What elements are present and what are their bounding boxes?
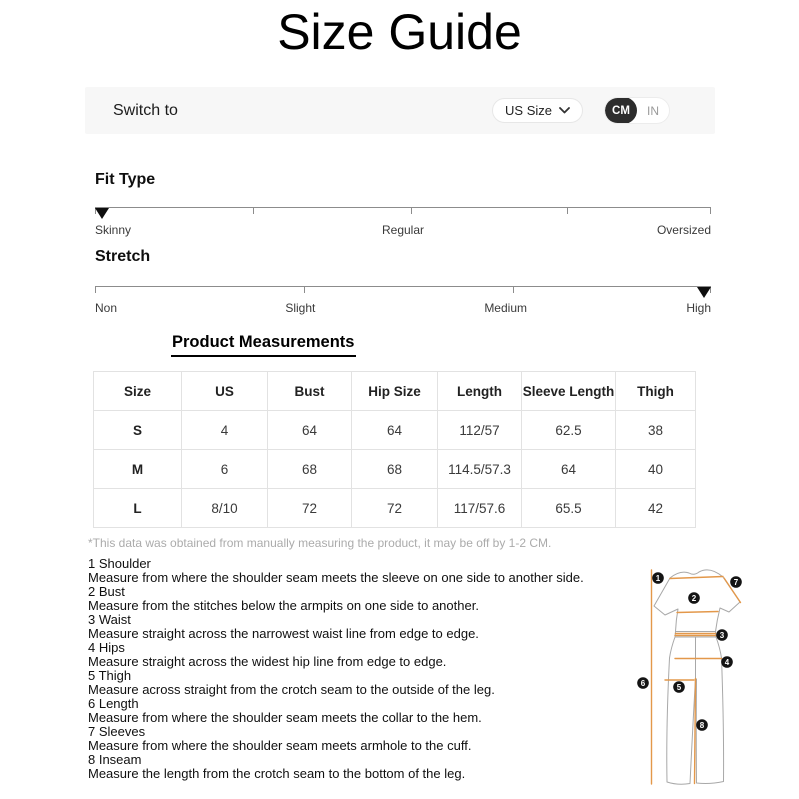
measurement-guide-list [88, 557, 633, 781]
table-cell: 72 [268, 489, 352, 528]
inseam-measure-line [695, 679, 696, 784]
table-cell: 42 [616, 489, 696, 528]
guide-item-name: 3 Waist [88, 612, 131, 627]
stretch-tick [304, 286, 305, 293]
guide-item-description: Measure from where the shoulder seam meets the collar to the hem. [88, 710, 482, 725]
stretch-heading: Stretch [95, 248, 151, 265]
svg-text:7: 7 [733, 577, 739, 587]
svg-text:6: 6 [640, 678, 646, 688]
switch-bar-controls [492, 97, 670, 124]
column-header: Sleeve Length [522, 372, 616, 411]
guide-item-description: Measure across straight from the crotch seam to the outside of the leg. [88, 682, 495, 697]
diagram-marker-7 [730, 576, 742, 588]
size-standard-value: US Size [505, 103, 552, 118]
column-header: Size [94, 372, 182, 411]
size-table [93, 371, 696, 528]
guide-item-name: 2 Bust [88, 584, 125, 599]
column-header: Length [438, 372, 522, 411]
table-cell: 62.5 [522, 411, 616, 450]
table-cell: 117/57.6 [438, 489, 522, 528]
stretch-label-high: High [686, 301, 711, 315]
stretch-line [95, 286, 711, 287]
size-standard-dropdown[interactable] [492, 98, 583, 123]
guide-item-description: Measure straight across the narrowest waist line from edge to edge. [88, 626, 479, 641]
table-cell: 6 [182, 450, 268, 489]
fit-type-slider [95, 207, 711, 221]
guide-item-name: 6 Length [88, 696, 139, 711]
guide-item-name: 8 Inseam [88, 752, 142, 767]
table-cell: 114.5/57.3 [438, 450, 522, 489]
table-row [94, 450, 696, 489]
diagram-marker-5 [673, 681, 685, 693]
unit-option-cm[interactable]: CM [605, 97, 637, 124]
svg-text:8: 8 [699, 720, 705, 730]
unit-option-in[interactable]: IN [647, 103, 659, 118]
column-header: Bust [268, 372, 352, 411]
fit-type-tick [567, 207, 568, 214]
product-measurements-heading: Product Measurements [171, 333, 356, 357]
stretch-marker [697, 287, 711, 298]
fit-type-label-oversized: Oversized [656, 223, 711, 237]
stretch-labels [95, 301, 711, 316]
fit-type-tick [253, 207, 254, 214]
table-cell: L [94, 489, 182, 528]
guide-item-description: Measure from where the shoulder seam meets armhole to the cuff. [88, 738, 472, 753]
guide-item-name: 7 Sleeves [88, 724, 146, 739]
switch-to-label: Switch to [113, 101, 178, 119]
diagram-marker-4 [721, 656, 733, 668]
unit-toggle[interactable] [604, 97, 670, 124]
table-row [94, 411, 696, 450]
svg-text:2: 2 [691, 593, 697, 603]
guide-item-description: Measure from the stitches below the armpits on one side to another. [88, 598, 479, 613]
stretch-tick [95, 286, 96, 293]
table-header-row [94, 372, 696, 411]
guide-item-description: Measure straight across the widest hip line from edge to edge. [88, 654, 447, 669]
column-header: Thigh [616, 372, 696, 411]
table-cell: 64 [352, 411, 438, 450]
column-header: Hip Size [352, 372, 438, 411]
page-title: Size Guide [277, 4, 522, 60]
shoulder-measure-line [670, 577, 723, 579]
svg-text:5: 5 [676, 682, 682, 692]
measurement-footnote: *This data was obtained from manually measuring the product, it may be off by 1-2 CM. [88, 536, 552, 550]
diagram-marker-2 [688, 592, 700, 604]
garment-left-sleeve [654, 578, 678, 632]
guide-item-description: Measure from where the shoulder seam meets the sleeve on one side to another side. [88, 570, 584, 585]
table-cell: 64 [522, 450, 616, 489]
fit-type-labels [95, 223, 711, 238]
diagram-marker-1 [652, 572, 664, 584]
diagram-marker-3 [716, 629, 728, 641]
guide-item-description: Measure the length from the crotch seam to the bottom of the leg. [88, 766, 466, 781]
fit-type-heading: Fit Type [95, 171, 156, 188]
diagram-marker-6 [637, 677, 649, 689]
table-cell: M [94, 450, 182, 489]
table-cell: 64 [268, 411, 352, 450]
fit-type-tick [411, 207, 412, 214]
stretch-label-non: Non [95, 301, 118, 315]
svg-text:3: 3 [719, 630, 725, 640]
table-cell: 4 [182, 411, 268, 450]
diagram-marker-8 [696, 719, 708, 731]
table-cell: 68 [268, 450, 352, 489]
stretch-label-slight: Slight [285, 301, 316, 315]
waist-measure-line [675, 634, 716, 636]
stretch-label-medium: Medium [484, 301, 527, 315]
chevron-down-icon [559, 107, 570, 114]
guide-item-name: 1 Shoulder [88, 556, 151, 571]
table-cell: 72 [352, 489, 438, 528]
table-cell: 40 [616, 450, 696, 489]
switch-to-bar [85, 87, 715, 134]
table-cell: 65.5 [522, 489, 616, 528]
guide-item-name: 4 Hips [88, 640, 125, 655]
table-row [94, 489, 696, 528]
svg-text:4: 4 [724, 657, 730, 667]
guide-item-name: 5 Thigh [88, 668, 132, 683]
table-cell: 68 [352, 450, 438, 489]
column-header: US [182, 372, 268, 411]
table-cell: 38 [616, 411, 696, 450]
svg-text:1: 1 [655, 573, 661, 583]
fit-type-marker [95, 208, 109, 219]
table-cell: 8/10 [182, 489, 268, 528]
fit-type-label-regular: Regular [381, 223, 425, 237]
bust-measure-line [677, 612, 718, 613]
stretch-slider [95, 286, 711, 300]
fit-type-label-skinny: Skinny [95, 223, 132, 237]
garment-diagram [636, 556, 750, 798]
table-cell: S [94, 411, 182, 450]
stretch-tick [513, 286, 514, 293]
fit-type-line [95, 207, 711, 208]
table-cell: 112/57 [438, 411, 522, 450]
fit-type-tick [710, 207, 711, 214]
